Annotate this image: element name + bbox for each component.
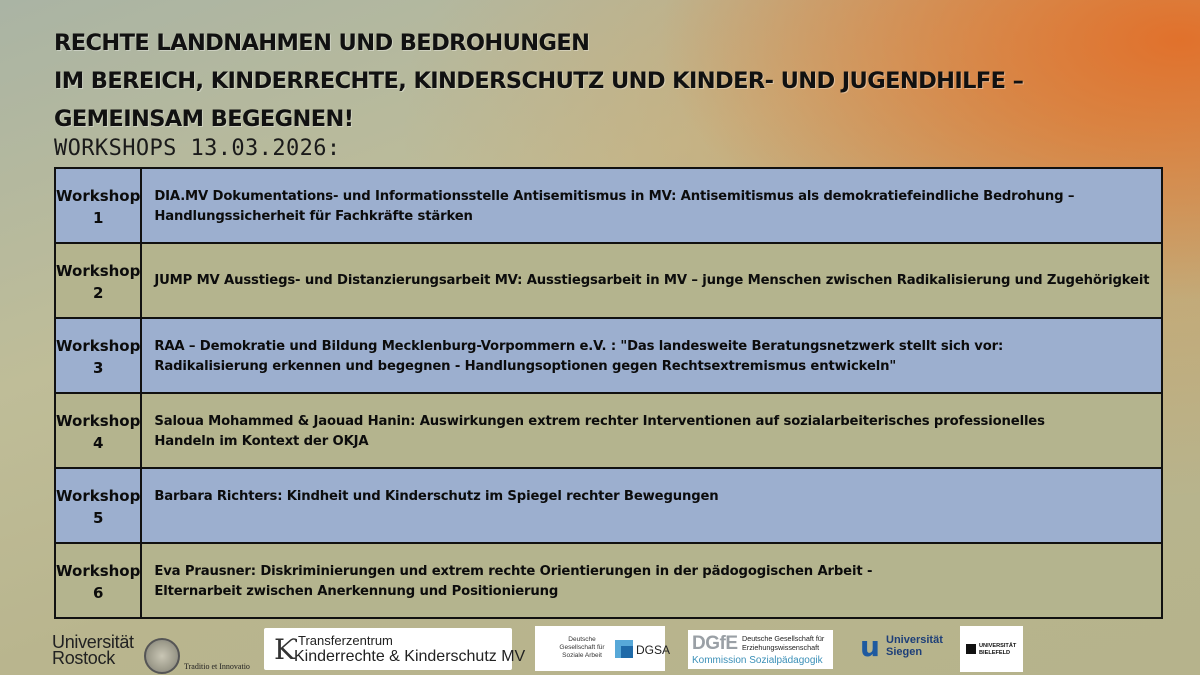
dgfe-abbr: DGfE [692, 633, 738, 654]
workshop-description-line: Eva Prausner: Diskriminierungen und extrem rechte Orientierungen in der pädogogischen Arbeit - [154, 564, 873, 579]
transferzentrum-logo [264, 628, 526, 670]
bielefeld-name-line-2: BIELEFELD [979, 649, 1011, 656]
dgfe-full-name: Deutsche Gesellschaft für Erziehungswissenschaft [742, 634, 825, 652]
university-rostock-logo [52, 632, 250, 671]
workshop-row-4 [55, 393, 1162, 468]
workshop-description-line: DIA.MV Dokumentations- und Informationsstelle Antisemitismus in MV: Antisemitismus als demokratiefeindliche Bedrohung – [154, 189, 1075, 204]
workshop-description-line: Handeln im Kontext der OKJA [154, 434, 369, 449]
workshop-row-5 [55, 468, 1162, 543]
siegen-name [886, 634, 943, 658]
page-title-line-1: RECHTE LANDNAHMEN UND BEDROHUNGEN [54, 30, 590, 56]
workshop-description-line: Saloua Mohammed & Jaouad Hanin: Auswirkungen extrem rechter Interventionen auf sozialarbeiterisches professionelles [154, 414, 1045, 429]
rostock-name-line-2: Rostock [52, 648, 115, 668]
workshop-description-line: Elternarbeit zwischen Anerkennung und Positionierung [154, 584, 559, 599]
workshop-label: Workshop [56, 412, 141, 430]
header [54, 24, 1174, 162]
k-letter-icon: Ƙ [274, 633, 295, 666]
workshop-number-cell [55, 468, 141, 543]
bielefeld-name [979, 643, 1016, 656]
square-mark-icon [966, 644, 976, 654]
workshop-number: 2 [92, 284, 104, 302]
workshop-description-line: Barbara Richters: Kindheit und Kinderschutz im Spiegel rechter Bewegungen [154, 489, 719, 504]
workshop-label: Workshop [56, 262, 141, 280]
workshop-description-line: JUMP MV Ausstiegs- und Distanzierungsarbeit MV: Ausstiegsarbeit in MV – junge Menschen zwischen Radikalisierung und Zugehörigkeit [154, 272, 1150, 288]
u-letter-icon: u [860, 630, 880, 663]
workshop-description [141, 243, 1162, 318]
workshop-description [141, 168, 1162, 243]
workshop-description [141, 543, 1162, 618]
workshop-number-cell [55, 168, 141, 243]
workshop-description [141, 393, 1162, 468]
rostock-name-line-1: Universität [52, 632, 134, 652]
siegen-name-line-2: Siegen [886, 646, 923, 658]
page-title-line-3: GEMEINSAM BEGEGNEN! [54, 106, 354, 132]
workshop-label: Workshop [56, 487, 141, 505]
page-title-line-2: IM BEREICH, KINDERRECHTE, KINDERSCHUTZ UND KINDER- UND JUGENDHILFE – [54, 68, 1024, 94]
workshop-number-cell [55, 243, 141, 318]
workshop-description [141, 468, 1162, 543]
workshop-row-1 [55, 168, 1162, 243]
siegen-name-line-1: Universität [886, 634, 943, 646]
seal-icon [144, 638, 180, 674]
workshop-number: 1 [92, 209, 104, 227]
workshop-row-2 [55, 243, 1162, 318]
workshop-number: 3 [92, 359, 104, 377]
workshop-label: Workshop [56, 337, 141, 355]
dgsa-full-name: Deutsche Gesellschaft für Soziale Arbeit [559, 636, 605, 659]
workshop-label: Workshop [56, 562, 141, 580]
bielefeld-name-line-1: UNIVERSITÄT [979, 643, 1017, 649]
workshop-number: 6 [92, 584, 104, 602]
workshop-description-line: Radikalisierung erkennen und begegnen - Handlungsoptionen gegen Rechtsextremismus entwickeln" [154, 359, 897, 374]
transferzentrum-line-1: Transferzentrum [298, 633, 393, 648]
square-mark-icon [621, 646, 633, 658]
workshop-number-cell [55, 318, 141, 393]
workshop-description-line: Handlungssicherheit für Fachkräfte stärken [154, 209, 473, 224]
workshop-row-3 [55, 318, 1162, 393]
transferzentrum-line-2: Kinderrechte & Kinderschutz MV [294, 648, 526, 665]
workshop-number: 4 [92, 434, 104, 452]
workshop-number: 5 [92, 509, 104, 527]
dgsa-logo [535, 626, 671, 671]
workshop-row-6 [55, 543, 1162, 618]
workshops-date-heading: WORKSHOPS 13.03.2026: [54, 136, 341, 161]
workshop-table [54, 167, 1163, 619]
workshop-number-cell [55, 543, 141, 618]
dgsa-abbr: DGSA [636, 643, 671, 657]
rostock-motto: Traditio et Innovatio [184, 662, 250, 671]
partner-logos [0, 624, 1200, 675]
workshop-number-cell [55, 393, 141, 468]
university-bielefeld-logo [960, 626, 1023, 672]
dgfe-logo [688, 630, 833, 669]
dgfe-commission: Kommission Sozialpädagogik [692, 655, 823, 666]
workshop-description-line: RAA – Demokratie und Bildung Mecklenburg-Vorpommern e.V. : "Das landesweite Beratungsnetzwerk stellt sich vor: [154, 339, 1004, 354]
workshop-description [141, 318, 1162, 393]
workshop-label: Workshop [56, 187, 141, 205]
